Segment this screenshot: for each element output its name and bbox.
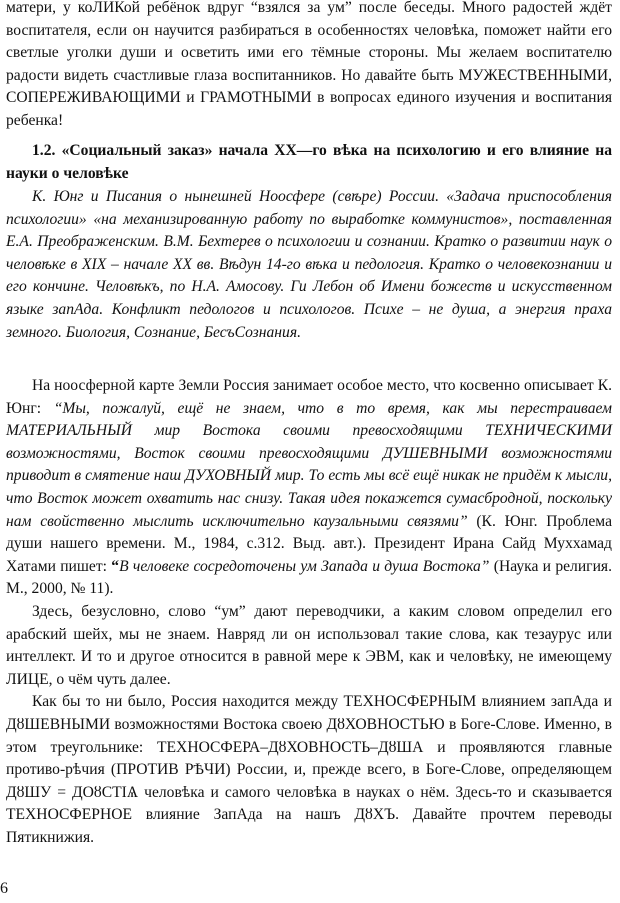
paragraph-jung-lead: На ноосферной карте Земли Россия занимает особое место, что косвенно описывает К. Юнг: — [6, 377, 612, 417]
intro-paragraph: матери, у коЛИКой ребёнок вдруг “взялся за ум” после беседы. Много радостей ждёт воспитателя, если он научится разбираться в особенностях человѣка, поможет найти его светлые уголки души и осветить ими его тёмные стороны. Мы желаем воспитателю радости видеть счастливые глаза воспитанников. Но давайте быть МУЖЕСТВЕННЫМИ, СОПЕРЕЖИВАЮЩИМИ и ГРАМОТНЫМИ в вопросах единого изучения и воспитания ребенка! — [6, 0, 612, 129]
quote-open-mark: “ — [111, 557, 120, 575]
intro-paragraph-block — [6, 0, 612, 133]
paragraph-jung-citation: (К. Юнг. Проблема души нашего времени. М., 1984, с.312. Выд. авт.). Президент Ирана Сайд Муххамад Хатами пишет: — [6, 512, 612, 575]
paragraph-jung-tail: (Наука и религия. М., 2000, № 11). — [6, 557, 612, 598]
page-number: 6 — [0, 880, 8, 897]
khatami-quote: В человеке сосредоточены ум Запада и душа Востока” — [119, 557, 490, 575]
paragraph-russia-between: Как бы то ни было, Россия находится между ТЕХНОСФЕРНЫМ влиянием запАда и ДȣШЕВНЫМИ возможностями Востока своею ДȣХОВНОСТЬЮ в Боге-Слове. Именно, в этом треугольнике: ТЕХНОСФЕРА–ДȣХОВНОСТЬ–ДȣША и проявляются главные противо-рѣчия (ПРОТИВ РѢЧИ) России, и, прежде всего, в Боге-Слове, определяющем ДȣШУ = ДОȣСТІѦ человѣка и самого человѣка в науках о нём. Здесь-то и сказывается ТЕХНОСФЕРНОЕ влияние ЗапАда на нашъ ДȣХЪ. Давайте прочтем переводы Пятикнижия. — [6, 693, 612, 846]
paragraph-jung — [6, 375, 612, 601]
main-text — [6, 375, 612, 849]
section-heading: 1.2. «Социальный заказ» начала XX—го вѣка на психологию и его влияние на науки о человѣке — [6, 142, 612, 182]
section-abstract-block — [6, 186, 612, 344]
section-abstract: К. Юнг и Писания о нынешней Ноосфере (свѣре) России. «Задача приспособления психологии» «на механизированную работу по выработке коммунистов», поставленная Е.А. Преображенским. В.М. Бехтерев о психологии и сознании. Кратко о развитии наук о человѣке в XIX – начале XX вв. Вѣдун 14-го вѣка и педология. Кратко о человекознании и его кончине. Человѣкъ, по Н.А. Амосову. Ги Лебон об Имени божеств и искусственном языке запАда. Конфликт педологов и психологов. Психе – не душа, а энергия праха земного. Биология, Сознание, БесъСознания. — [6, 188, 612, 341]
jung-quote: “Мы, пожалуй, ещё не знаем, что в то время, как мы перестраиваем МАТЕРИАЛЬНЫЙ мир Востока своими превосходящими ТЕХНИЧЕСКИМИ возможностями, Восток своими превосходящими ДУШЕВНЫМИ возможностями приводит в смятение наш ДУХОВНЫЙ мир. То есть мы всё ещё никак не придём к мысли, что Восток может охватить нас снизу. Такая идея покажется сумасбродной, поскольку нам свойственно мыслить исключительно каузальными связями” — [6, 399, 612, 530]
paragraph-translators: Здесь, безусловно, слово “ум” дают переводчики, а каким словом определил его арабский шейх, мы не знаем. Навряд ли он использовал такие слова, как тезаурус или интеллект. И то и другое относится в равной мере к ЭВМ, как и человѣку, не имеющему ЛИЦЕ, о чём чуть далее. — [6, 602, 612, 688]
section-heading-block — [6, 140, 612, 185]
